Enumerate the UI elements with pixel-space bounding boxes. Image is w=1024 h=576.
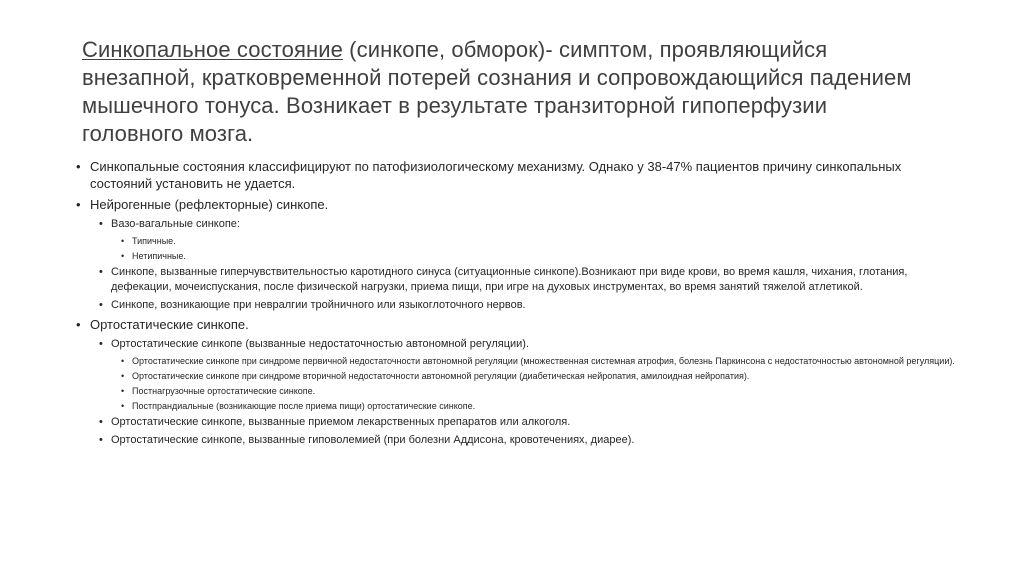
bullet-icon: • [121,386,125,396]
bullet-icon: • [121,401,125,411]
bullet-icon: • [121,356,125,366]
bullet-item-level-2 [99,217,956,232]
bullet-icon: • [99,266,103,278]
bullet-text: Вазо-вагальные синкопе: [111,218,240,230]
bullet-item-level-3 [121,385,956,397]
bullet-text: Нетипичные. [132,251,186,261]
bullet-text: Постнагрузочные ортостатические синкопе. [132,386,316,396]
bullet-item-level-1 [76,196,956,213]
bullet-text: Ортостатические синкопе при синдроме первичной недостаточности автономной регуляции (множественная системная атрофия, болезнь Паркинсона с недостаточностью автономной регуляции). [132,356,955,366]
bullet-item-level-3 [121,235,956,247]
bullet-text: Синкопе, возникающие при невралгии тройничного или языкоглоточного нервов. [111,299,526,311]
bullet-item-level-1 [76,158,956,192]
bullet-text: Нейрогенные (рефлекторные) синкопе. [90,197,329,212]
bullet-item-level-3 [121,400,956,412]
bullet-item-level-3 [121,370,956,382]
bullet-icon: • [76,159,81,174]
bullet-item-level-2 [99,265,956,295]
bullet-icon: • [99,338,103,350]
bullet-item-level-2 [99,433,956,448]
bullet-icon: • [121,236,125,246]
title-term: Синкопальное состояние [82,37,343,62]
bullet-icon: • [121,371,125,381]
bullet-text: Ортостатические синкопе. [90,317,249,332]
bullet-icon: • [99,434,103,446]
bullet-icon: • [99,299,103,311]
bullet-item-level-2 [99,337,956,352]
slide-title [82,36,932,148]
bullet-item-level-2 [99,415,956,430]
bullet-text: Постпрандиальные (возникающие после приема пищи) ортостатические синкопе. [132,401,476,411]
bullet-icon: • [99,416,103,428]
bullet-text: Ортостатические синкопе, вызванные приемом лекарственных препаратов или алкоголя. [111,416,571,428]
bullet-text: Синкопе, вызванные гиперчувствительностью каротидного синуса (ситуационные синкопе).Возникают при виде крови, во время кашля, чихания, глотания, дефекации, мочеиспускания, после физической нагрузки, приема пищи, при игре на духовых инструментах, во время занятий тяжелой атлетикой. [111,266,908,293]
bullet-item-level-3 [121,355,956,367]
bullet-icon: • [121,251,125,261]
bullet-icon: • [99,218,103,230]
bullet-icon: • [76,197,81,212]
bullet-item-level-2 [99,298,956,313]
bullet-text: Ортостатические синкопе, вызванные гиповолемией (при болезни Аддисона, кровотечениях, диарее). [111,434,635,446]
bullet-item-level-3 [121,250,956,262]
bullet-text: Ортостатические синкопе при синдроме вторичной недостаточности автономной регуляции (диабетическая нейропатия, амилоидная нейропатия). [132,371,750,381]
bullet-list [76,158,956,451]
bullet-text: Типичные. [132,236,176,246]
bullet-text: Ортостатические синкопе (вызванные недостаточностью автономной регуляции). [111,338,529,350]
bullet-text: Синкопальные состояния классифицируют по патофизиологическому механизму. Однако у 38-47% пациентов причину синкопальных состояний установить не удается. [90,159,902,191]
bullet-icon: • [76,317,81,332]
bullet-item-level-1 [76,316,956,333]
title-definition: (синкопе, обморок)- симптом, проявляющийся внезапной, кратковременной потерей сознания и сопровождающийся падением мышечного тонуса. Возникает в результате транзиторной гипоперфузии головного мозга. [82,37,912,146]
